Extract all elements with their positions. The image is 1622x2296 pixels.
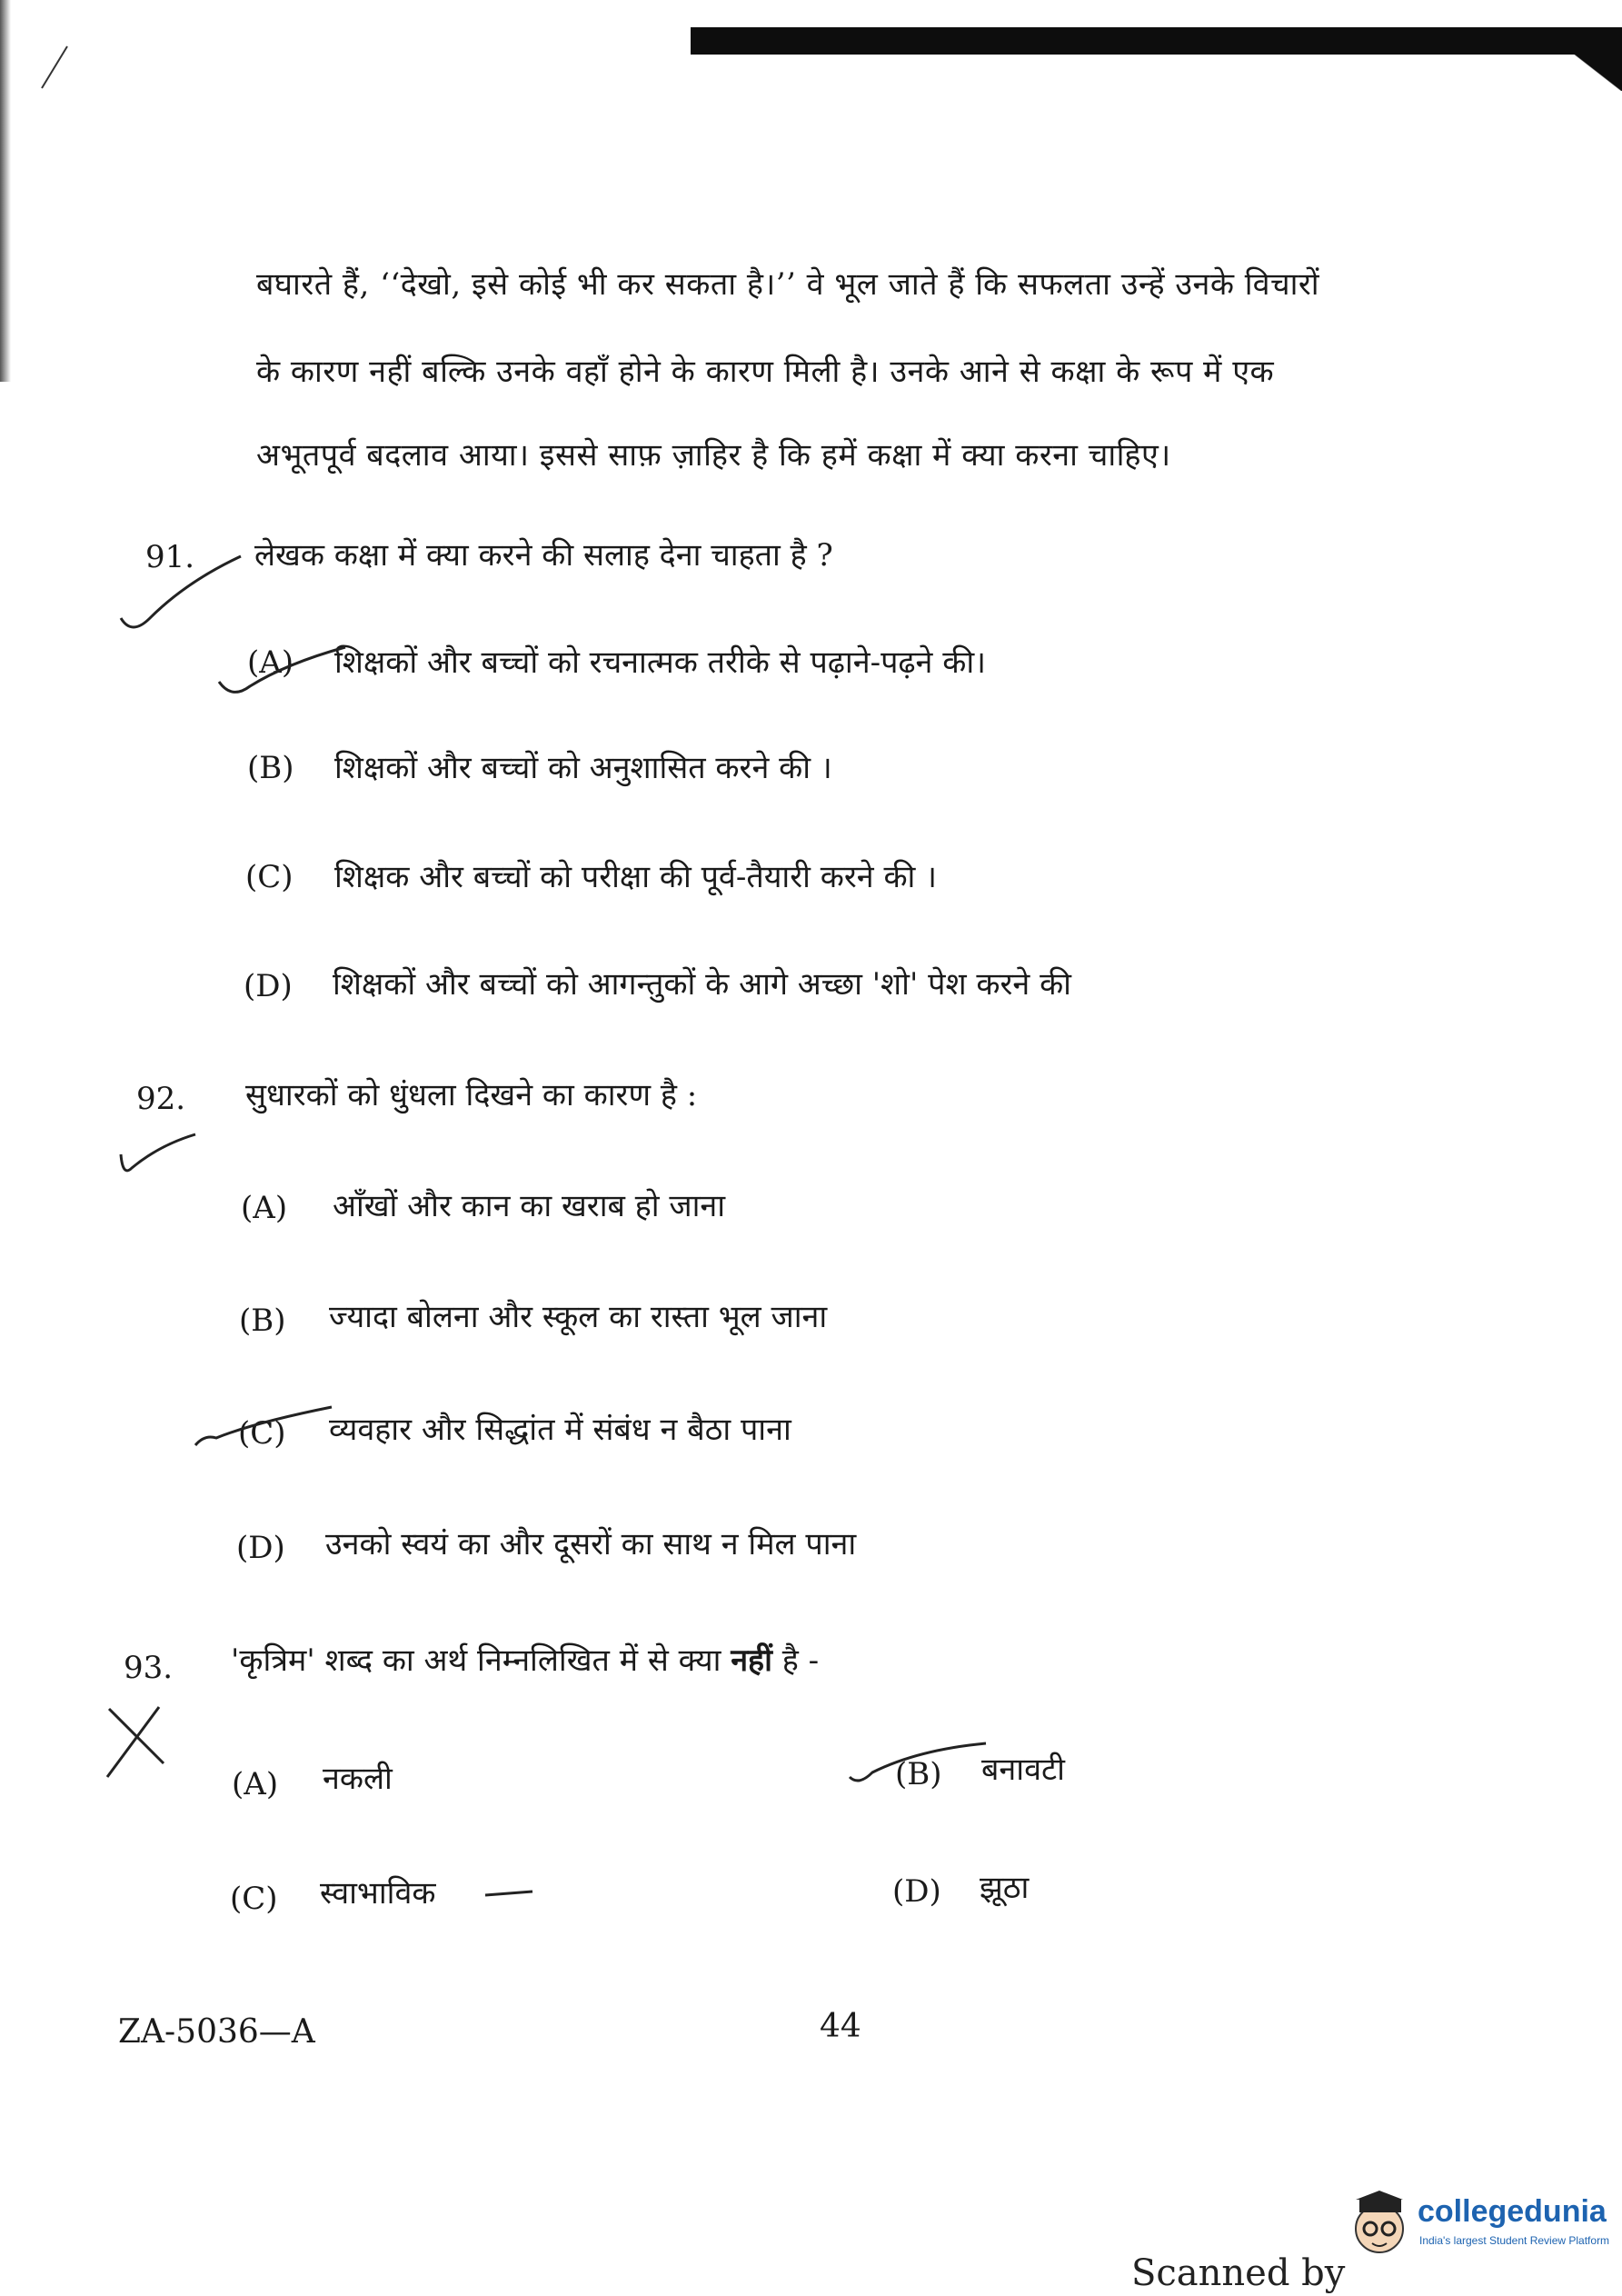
mascot-icon: [1343, 2181, 1416, 2272]
passage-line-3: अभूतपूर्व बदलाव आया। इससे साफ़ ज़ाहिर है कि हमें कक्षा में क्या करना चाहिए।: [256, 437, 1171, 474]
q91-option-a-text: शिक्षकों और बच्चों को रचनात्मक तरीके से पढ़ाने-पढ़ने की।: [334, 644, 987, 681]
answer-tick-91a: [214, 636, 350, 709]
question-93-number: 93.: [124, 1650, 174, 1686]
passage-line-1: बघारते हैं, ‘‘देखो, इसे कोई भी कर सकता है।’’ वे भूल जाते हैं कि सफलता उन्हें उनके विचारों: [256, 266, 1320, 303]
question-93-text: [231, 1642, 820, 1679]
brand-tagline: India's largest Student Review Platform: [1419, 2234, 1610, 2247]
q93-option-a-label: (A): [232, 1766, 279, 1802]
check-mark-91: [114, 545, 250, 645]
question-91-number: 91.: [145, 539, 195, 575]
q92-option-c-label: (C): [238, 1415, 286, 1452]
q91-option-d-label: (D): [244, 968, 293, 1004]
q93-option-d-label: (D): [892, 1873, 941, 1910]
brand-name: collegedunia: [1418, 2194, 1607, 2229]
q92-option-d-label: (D): [236, 1530, 285, 1566]
scan-top-border: [691, 27, 1622, 55]
question-93-text-after: है -: [781, 1642, 820, 1679]
pen-stroke-mark: [36, 41, 73, 95]
brand-logo: [1343, 2181, 1616, 2281]
dash-mark-93c: [482, 1886, 536, 1904]
q93-option-d-text: झूठा: [980, 1870, 1030, 1906]
q93-option-c-text: स्वाभाविक: [320, 1875, 436, 1912]
answer-tick-92c: [191, 1400, 336, 1463]
q93-option-b-text: बनावटी: [981, 1752, 1065, 1788]
question-91-text: लेखक कक्षा में क्या करने की सलाह देना चाहता है ?: [254, 537, 833, 574]
question-93-text-bold: नहीं: [731, 1642, 772, 1679]
q92-option-b-text: ज्यादा बोलना और स्कूल का रास्ता भूल जाना: [329, 1299, 828, 1335]
q91-option-c-text: शिक्षक और बच्चों को परीक्षा की पूर्व-तैयारी करने की ।: [334, 859, 938, 895]
paper-code: ZA-5036—A: [118, 2013, 315, 2051]
q93-option-c-label: (C): [230, 1881, 278, 1917]
q91-option-b-text: शिक्षकों और बच्चों को अनुशासित करने की ।: [334, 750, 832, 786]
q93-option-b-label: (B): [895, 1756, 942, 1792]
q92-option-d-text: उनको स्वयं का और दूसरों का साथ न मिल पाना: [325, 1526, 857, 1562]
scanned-by-text: Scanned by: [1131, 2252, 1346, 2294]
question-92-text: सुधारकों को धुंधला दिखने का कारण है :: [245, 1077, 698, 1113]
scan-edge-shadow: [0, 0, 11, 382]
q92-option-b-label: (B): [239, 1303, 286, 1339]
check-mark-92: [114, 1127, 204, 1200]
q91-option-c-label: (C): [245, 859, 294, 895]
cross-mark-93: [100, 1700, 173, 1782]
q91-option-d-text: शिक्षकों और बच्चों को आगन्तुकों के आगे अच्छा 'शो' पेश करने की: [333, 966, 1071, 1003]
question-92-number: 92.: [136, 1081, 186, 1117]
question-93-text-before: 'कृत्रिम' शब्द का अर्थ निम्नलिखित में से क्या: [231, 1642, 721, 1679]
q93-option-a-text: नकली: [323, 1761, 393, 1797]
answer-tick-93b: [845, 1736, 990, 1791]
q92-option-a-text: आँखों और कान का खराब हो जाना: [333, 1188, 726, 1224]
page-number: 44: [820, 2008, 861, 2045]
q92-option-a-label: (A): [241, 1190, 288, 1226]
passage-line-2: के कारण नहीं बल्कि उनके वहाँ होने के कारण मिली है। उनके आने से कक्षा के रूप में एक: [256, 354, 1275, 390]
q91-option-b-label: (B): [247, 750, 294, 786]
q92-option-c-text: व्यवहार और सिद्धांत में संबंध न बैठा पाना: [329, 1412, 791, 1448]
scan-top-corner: [1540, 27, 1622, 91]
q91-option-a-label: (A): [247, 644, 294, 681]
